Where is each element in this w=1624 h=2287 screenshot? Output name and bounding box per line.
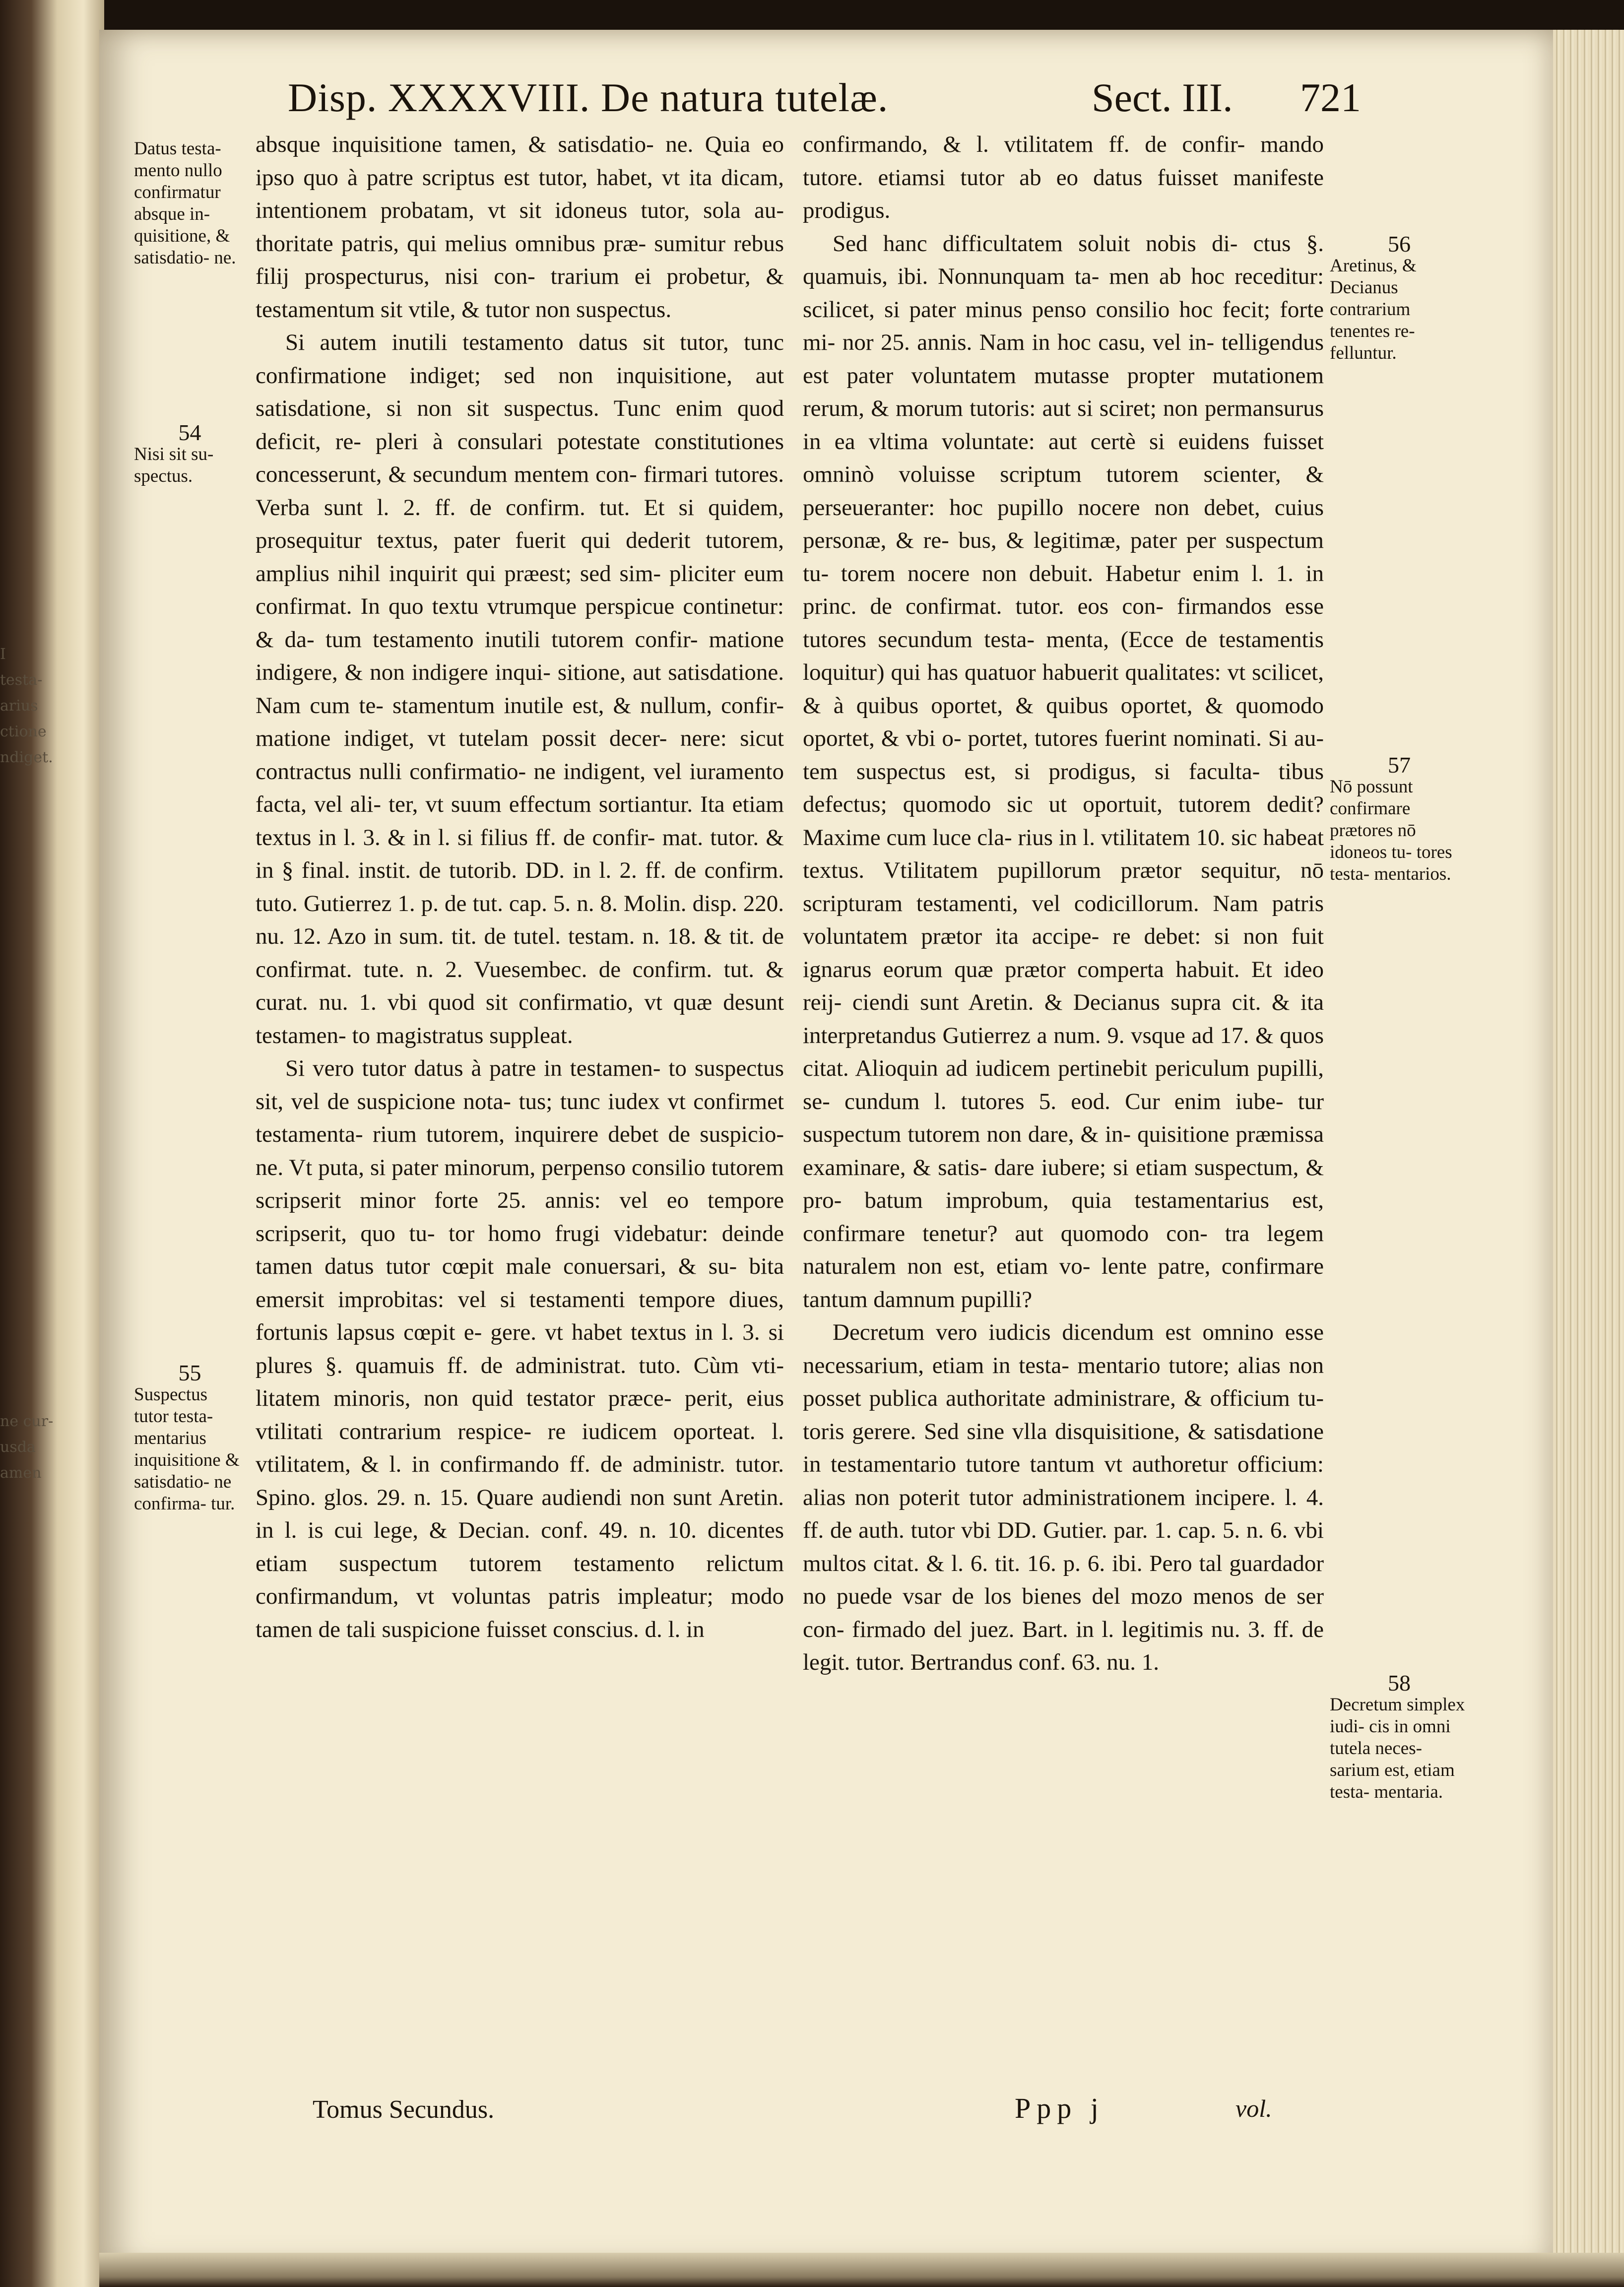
fragment: arius [0, 697, 38, 715]
page-bottom-edge [99, 2253, 1624, 2287]
fragment: ctione [0, 723, 47, 740]
text-column-right [803, 128, 1324, 1679]
margin-note-56 [1330, 233, 1469, 364]
fragment: ne cur- [0, 1413, 54, 1430]
paragraph: Sed hanc difficultatem soluit nobis di- ctus §. quamuis, ibi. Nonnunquam ta- men ab hoc receditur: scilicet, si pater minus penso consilio hoc fecit; forte mi- nor 25. annis. Nam in hoc casu, vel in- telligendus est pater voluntatem mutasse propter mutationem rerum, & morum tutoris: aut si sciret; non permansurus in ea vltima voluntate: aut certè si euidens fuisset omninò voluisse scriptum tutorem scienter, & perseueranter: hoc pupillo nocere non debet, cuius personæ, & re- bus, & legitimæ, pater per suspectum tu- torem nocere non debuit. Habetur enim l. 1. in princ. de confirmat. tutor. eos con- firmandos esse tutores secundum testa- menta, (Ecce de testamentis loquitur) qui has quatuor habuerit qualitates: vt scilicet, & à quibus oportet, & quibus oportet, & quomodo oportet, & vbi o- portet, tutores fuerint nominati. Si au- tem suspectus est, si prodigus, si faculta- tibus defectus; quomodo sic ut oportuit, tutorem dedit? Maxime cum luce cla- rius in l. vtilitatem 10. sic habeat textus. Vtilitatem pupillorum prætor sequitur, nō scripturam testamenti, vel codicillorum. Nam patris voluntatem prætor ita accipe- re debet: si non fuit ignarus eorum quæ prætor comperta habuit. Et ideo reij- ciendi sunt Aretin. & Decianus supra cit. & ita interpretandus Gutierrez a num. 9. vsque ad 17. & quos citat. Alioquin ad iudicem pertinebit periculum pupilli, se- cundum l. tutores 5. eod. Cur enim iube- tur suspectum tutorem non dare, & in- quisitione præmissa examinare, & satis- dare iubere; si etiam suspectum, & pro- batum improbum, quia testamentarius est, confirmare tenetur? aut quomodo con- tra legem naturalem non est, etiam vo- lente patre, confirmare tantum damnum pupilli? [803, 230, 1324, 1312]
margin-note-55 [134, 1362, 246, 1515]
margin-note-58 [1330, 1672, 1469, 1803]
catchword: vol. [1235, 2094, 1272, 2122]
previous-page-margin-fragments [0, 645, 99, 1637]
fragment: amen [0, 1464, 42, 1482]
fragment: I [0, 646, 6, 663]
margin-note-number: 58 [1388, 1670, 1411, 1696]
header-section: Sect. III. [1092, 75, 1233, 120]
paragraph: Si vero tutor datus à patre in testamen- to suspectus sit, vel de suspicione nota- tus; tunc iudex vt confirmet testamenta- rium tutorem, inquirere debet de suspicio- ne. Vt puta, si pater minorum, perpenso consilio tutorem scripserit minor forte 25. annis: vel eo tempore scripserit, quo tu- tor homo frugi videbatur: deinde tamen datus tutor cœpit male conuersari, & su- bita emersit improbitas: vel si testamenti tempore diues, fortunis lapsus cœpit e- gere. vt habet textus in l. 3. si plures §. quamuis ff. de administrat. tuto. Cùm vti- litatem minoris, non quid testator præce- perit, eius vtilitati contrarium respice- re iudicem oporteat. l. vtilitatem, & l. in confirmando ff. de administr. tutor. Spino. glos. 29. n. 15. Quare audiendi non sunt Aretin. in l. is cui lege, & Decian. conf. 49. n. 10. dicentes etiam suspectum tutorem testamento relictum confirmandum, vt voluntas patris impleatur; modo tamen de tali suspicione fuisset conscius. d. l. in [256, 1055, 784, 1642]
running-header [189, 74, 1361, 129]
margin-note-number: 54 [178, 420, 201, 445]
paragraph: Si autem inutili testamento datus sit tutor, tunc confirmatione indiget; sed non inquisitione, aut satisdatione, si non sit suspectus. Tunc enim quod deficit, re- pleri à consulari potestate constitutiones concesserunt, & secundum mentem con- firmari tutores. Verba sunt l. 2. ff. de confirm. tut. Et si quidem, prosequitur textus, pater fuerit qui dederit tutorem, amplius nihil inquirit qui præest; sed sim- pliciter eum confirmat. In quo textu vtrumque perspicue continetur: & da- tum testamento inutili tutorem confir- matione indigere, & non indigere inqui- sitione, aut satisdatione. Nam cum te- stamentum inutile est, & nullum, confir- matione indiget, vt tutelam possit decer- nere: sicut contractus nulli confirmatio- ne indigent, vel iuramento facta, vel ali- ter, vt suum effectum sortiantur. Ita etiam textus in l. 3. & in l. si filius ff. de confir- mat. tutor. & in § final. instit. de tutorib. DD. in l. 2. ff. de confirm. tuto. Gutierrez 1. p. de tut. cap. 5. n. 8. Molin. disp. 220. nu. 12. Azo in sum. tit. de tutel. testam. n. 18. & tit. de confirmat. tute. n. 2. Vuesembec. de confirm. tut. & curat. nu. 1. vbi quod sit confirmatio, vt quæ desunt testamen- to magistratus suppleat. [256, 329, 784, 1048]
fragment: testa- [0, 671, 43, 689]
margin-note-text: Aretinus, & Decianus contrarium tenentes re- felluntur. [1330, 256, 1417, 363]
page-number: 721 [1300, 75, 1361, 120]
margin-note-57 [1330, 754, 1469, 885]
fragment: usda [0, 1438, 36, 1456]
margin-note-text: Nisi sit su- spectus. [134, 444, 214, 486]
fragment: ndiget. [0, 749, 53, 766]
margin-note-54 [134, 422, 246, 487]
signature-mark: Ppp j [1015, 2092, 1104, 2124]
margin-note-text: Nō possunt confirmare prætores nō idoneos tu- tores testa- mentarios. [1330, 777, 1452, 884]
margin-note-number: 56 [1388, 231, 1411, 257]
margin-note-text: Datus testa- mento nullo confirmatur absque in- quisitione, & satisdatio- ne. [134, 138, 236, 268]
margin-note-number: 57 [1388, 752, 1411, 778]
paragraph: absque inquisitione tamen, & satisdatio- ne. Quia eo ipso quo à patre scriptus est tutor, habet, vt ita dicam, intentionem probatam, vt sit idoneus tutor, sola au- thoritate patris, qui melius omnibus præ- sumitur rebus filij prospecturus, nisi con- trarium ei probetur, & testamentum sit vtile, & tutor non suspectus. [256, 131, 784, 323]
volume-line: Tomus Secundus. [313, 2095, 495, 2124]
page-edges [1553, 30, 1624, 2268]
text-column-left [256, 128, 784, 1646]
paragraph: confirmando, & l. vtilitatem ff. de confir- mando tutore. etiamsi tutor ab eo datus fuisset manifeste prodigus. [803, 131, 1324, 223]
margin-note-number: 55 [178, 1360, 201, 1385]
margin-note-text: Decretum simplex iudi- cis in omni tutela neces- sarium est, etiam testa- mentaria. [1330, 1695, 1465, 1802]
paragraph: Decretum vero iudicis dicendum est omnino esse necessarium, etiam in testa- mentario tutore; alias non posset publica authoritate administrare, & officium tu- toris gerere. Sed sine vlla disquisitione, & satisdatione in testamentario tutore tantum vt authoretur officium: alias non poterit tutor administrationem incipere. l. 4. ff. de auth. tutor vbi DD. Gutier. par. 1. cap. 5. n. 6. vbi multos citat. & l. 6. tit. 16. p. 6. ibi. Pero tal guardador no puede vsar de los bienes del mozo menos de ser con- firmado del juez. Bart. in l. legitimis nu. 3. ff. de legit. tutor. Bertrandus conf. 63. nu. 1. [803, 1319, 1324, 1675]
margin-note [134, 138, 246, 269]
header-title: Disp. XXXXVIII. De natura tutelæ. [288, 75, 889, 120]
margin-note-text: Suspectus tutor testa- mentarius inquisitione & satisdatio- ne confirma- tur. [134, 1384, 240, 1514]
